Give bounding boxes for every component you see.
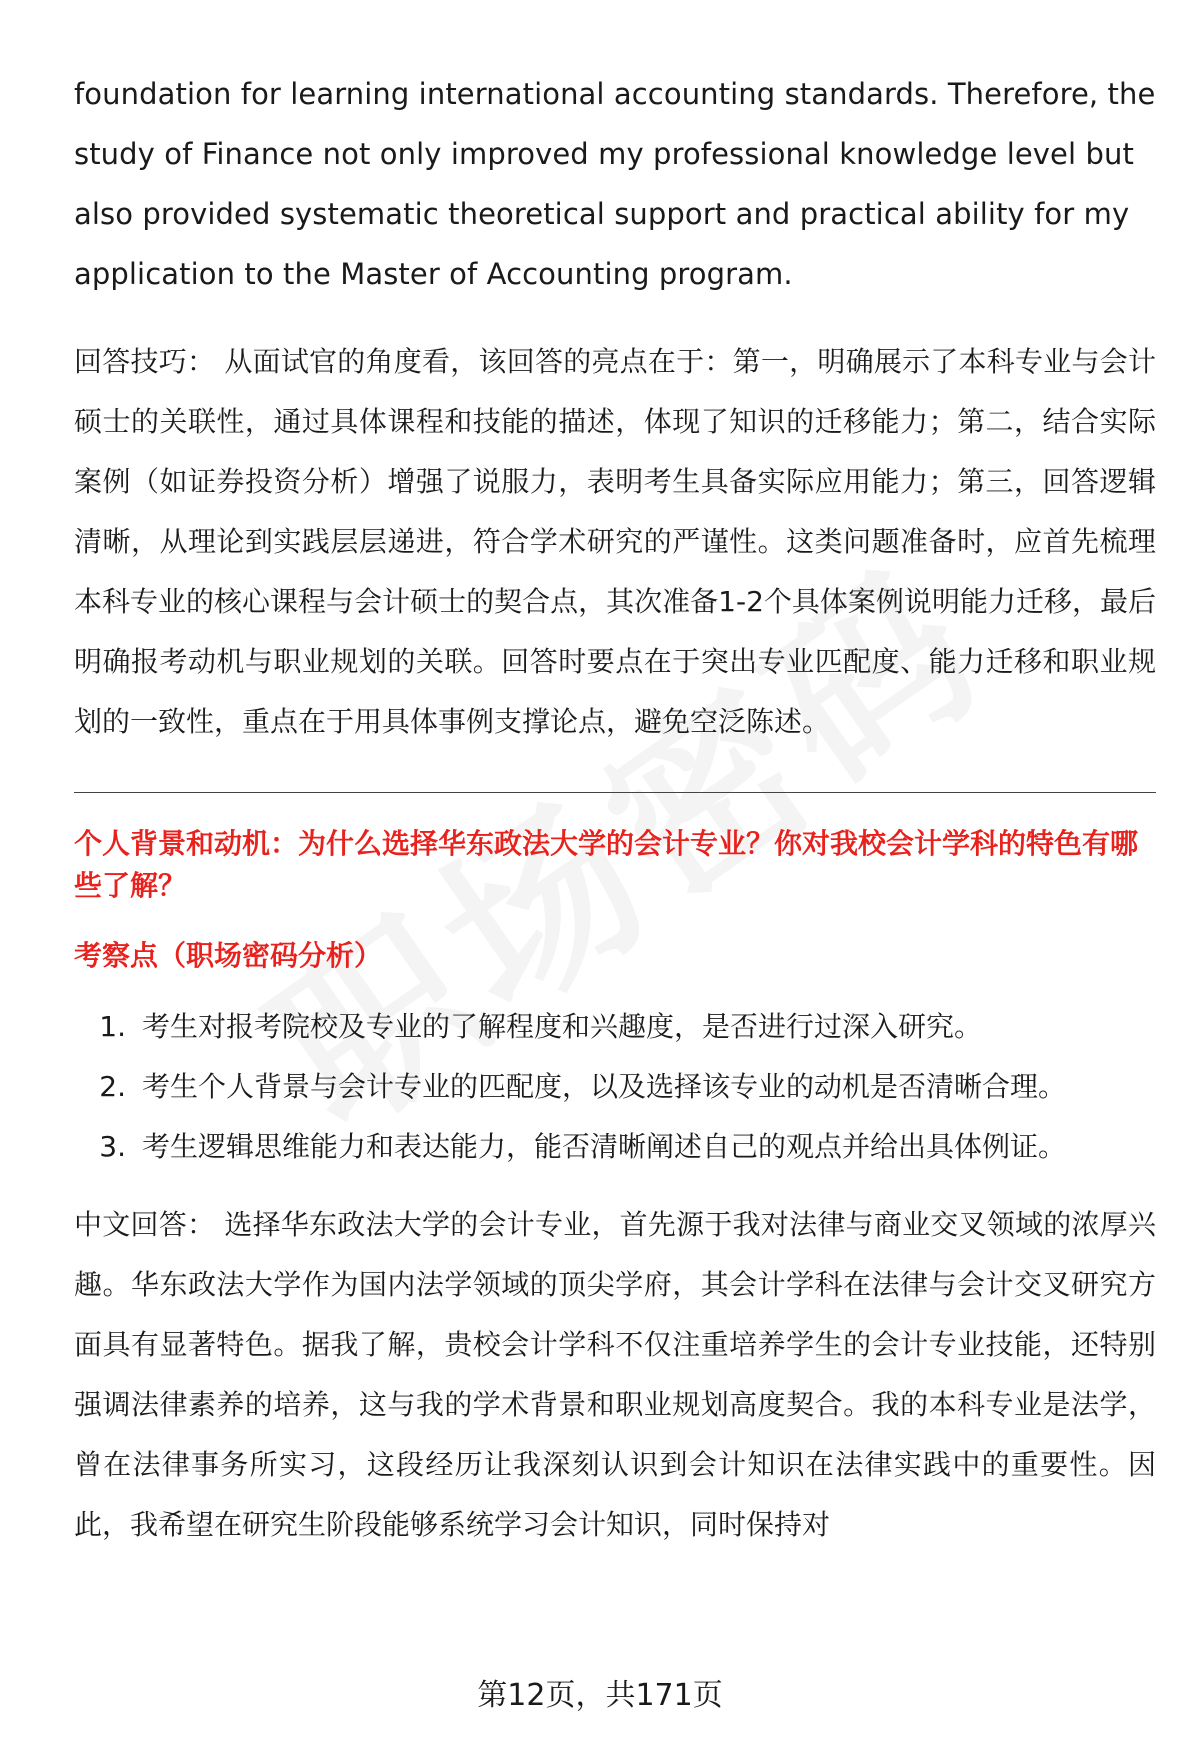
- chinese-answer-text: 选择华东政法大学的会计专业，首先源于我对法律与商业交叉领域的浓厚兴趣。华东政法大学作为国内法学领域的顶尖学府，其会计学科在法律与会计交叉研究方面具有显著特色。据我了解，贵校会计学科不仅注重培养学生的会计专业技能，还特别强调法律素养的培养，这与我的学术背景和职业规划高度契合。我的本科专业是法学，曾在法律事务所实习，这段经历让我深刻认识到会计知识在法律实践中的重要性。因此，我希望在研究生阶段能够系统学习会计知识，同时保持对: [74, 1208, 1156, 1541]
- answer-tips-text: 从面试官的角度看，该回答的亮点在于：第一，明确展示了本科专业与会计硕士的关联性，通过具体课程和技能的描述，体现了知识的迁移能力；第二，结合实际案例（如证券投资分析）增强了说服力，表明考生具备实际应用能力；第三，回答逻辑清晰，从理论到实践层层递进，符合学术研究的严谨性。这类问题准备时，应首先梳理本科专业的核心课程与会计硕士的契合点，其次准备1-2个具体案例说明能力迁移，最后明确报考动机与职业规划的关联。回答时要点在于突出专业匹配度、能力迁移和职业规划的一致性，重点在于用具体事例支撑论点，避免空泛陈述。: [74, 345, 1156, 738]
- chinese-answer-label: 中文回答：: [74, 1208, 216, 1241]
- list-item-number: 2.: [99, 1070, 126, 1103]
- list-item-text: 考生对报考院校及专业的了解程度和兴趣度，是否进行过深入研究。: [142, 1010, 983, 1043]
- answer-tips-paragraph: [74, 332, 1156, 752]
- answer-tips-label: 回答技巧：: [74, 345, 216, 378]
- list-item-text: 考生逻辑思维能力和表达能力，能否清晰阐述自己的观点并给出具体例证。: [142, 1130, 1067, 1163]
- list-item-text: 考生个人背景与会计专业的匹配度，以及选择该专业的动机是否清晰合理。: [142, 1070, 1067, 1103]
- page-footer: 第12页，共171页: [477, 1678, 723, 1713]
- list-item: [74, 997, 1156, 1057]
- document-page: [74, 64, 1156, 1555]
- question-title: 个人背景和动机：为什么选择华东政法大学的会计专业？你对我校会计学科的特色有哪些了解？: [74, 827, 1139, 902]
- chinese-answer-paragraph: [74, 1195, 1156, 1555]
- section-divider: [74, 792, 1156, 793]
- assessment-points-list: [74, 997, 1156, 1177]
- intro-paragraph: foundation for learning international accounting standards. Therefore, the study of Finance not only improved my professional knowledge level but also provided systematic theoretical support and practical ability for my application to the Master of Accounting program.: [74, 77, 1156, 291]
- list-item: [74, 1057, 1156, 1117]
- list-item-number: 1.: [99, 1010, 126, 1043]
- list-item-number: 3.: [99, 1130, 126, 1163]
- list-item: [74, 1117, 1156, 1177]
- assessment-points-heading: 考察点（职场密码分析）: [74, 939, 383, 972]
